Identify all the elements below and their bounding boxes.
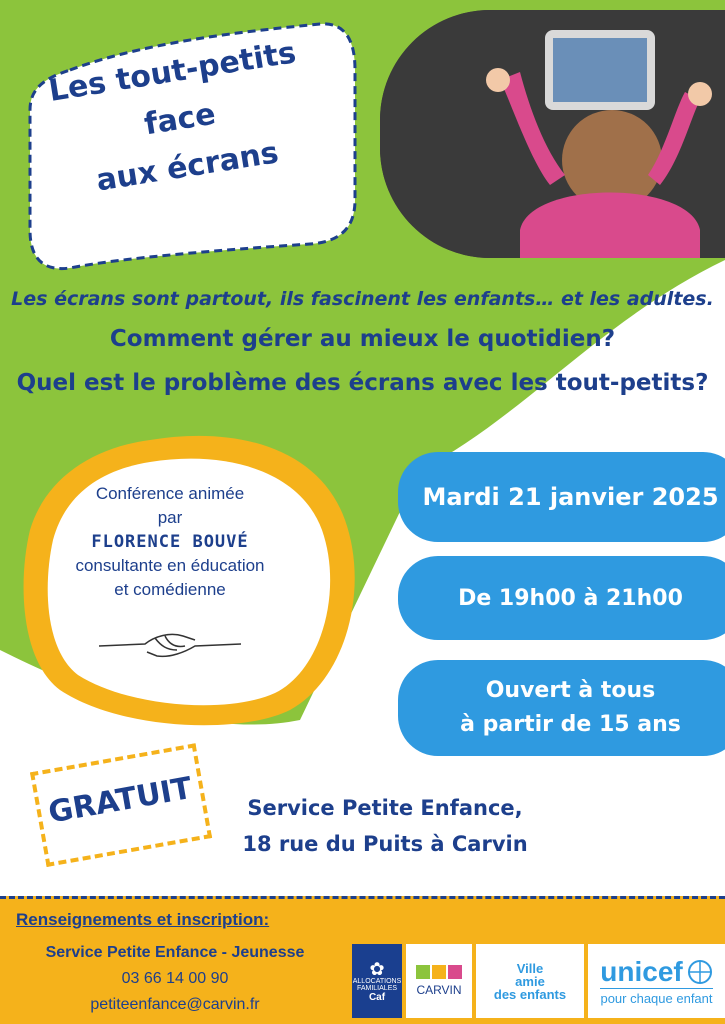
- event-time: De 19h00 à 21h00: [458, 585, 683, 611]
- ville-line-2: amie: [515, 973, 545, 989]
- speaker-line-2: par: [157, 508, 183, 527]
- contact-email[interactable]: petiteenfance@carvin.fr: [90, 996, 260, 1013]
- free-label: GRATUIT: [45, 770, 195, 831]
- carvin-logo: [406, 944, 472, 1018]
- event-audience-pill: [398, 660, 725, 756]
- question-1: Comment gérer au mieux le quotidien?: [109, 326, 616, 352]
- title-line-1: Les tout-petits: [46, 35, 299, 109]
- speaker-info: [40, 482, 300, 675]
- unicef-tagline: pour chaque enfant: [600, 988, 712, 1006]
- venue-address: [220, 790, 550, 862]
- question-2: Quel est le problème des écrans avec les tout-petits?: [16, 370, 709, 396]
- venue-line-2: 18 rue du Puits à Carvin: [242, 832, 528, 856]
- footer-divider: [0, 896, 725, 899]
- venue-line-1: Service Petite Enfance,: [247, 796, 523, 820]
- title-line-3: aux écrans: [93, 135, 281, 199]
- event-time-pill: [398, 556, 725, 640]
- event-date: Mardi 21 janvier 2025: [422, 483, 719, 511]
- speaker-line-4: et comédienne: [114, 580, 226, 599]
- ville-line-1: Ville: [516, 960, 544, 976]
- unicef-logo: [588, 944, 725, 1018]
- caf-logo-abbr: Caf: [368, 991, 386, 1003]
- intro-text: Les écrans sont partout, ils fascinent les enfants… et les adultes.: [11, 288, 714, 310]
- carvin-logo-mark: [416, 965, 462, 979]
- caf-logo-text: ALLOCATIONS FAMILIALES: [352, 977, 402, 992]
- event-audience-line-1: Ouvert à tous: [485, 678, 656, 703]
- event-date-pill: [398, 452, 725, 542]
- contact-phone[interactable]: 03 66 14 00 90: [121, 970, 229, 987]
- carvin-logo-text: CARVIN: [416, 983, 462, 997]
- ville-line-3: des enfants: [493, 986, 567, 1002]
- child-with-tablet-photo: [380, 10, 725, 258]
- ville-amie-logo: [476, 944, 584, 1018]
- caf-logo: [352, 944, 402, 1018]
- unicef-wordmark: unicef: [600, 956, 683, 987]
- event-audience-line-2: à partir de 15 ans: [460, 712, 681, 737]
- title-line-2: face: [141, 96, 218, 143]
- unicef-globe-icon: [687, 959, 713, 985]
- contact-heading: Renseignements et inscription:: [16, 910, 270, 929]
- speaker-name: FLORENCE BOUVÉ: [91, 532, 249, 552]
- contact-service: Service Petite Enfance - Jeunesse: [45, 944, 305, 961]
- holding-hands-icon: [95, 616, 245, 668]
- speaker-line-1: Conférence animée: [95, 484, 245, 503]
- speaker-line-3: consultante en éducation: [75, 556, 265, 575]
- caf-logo-icon: ✿: [369, 958, 385, 979]
